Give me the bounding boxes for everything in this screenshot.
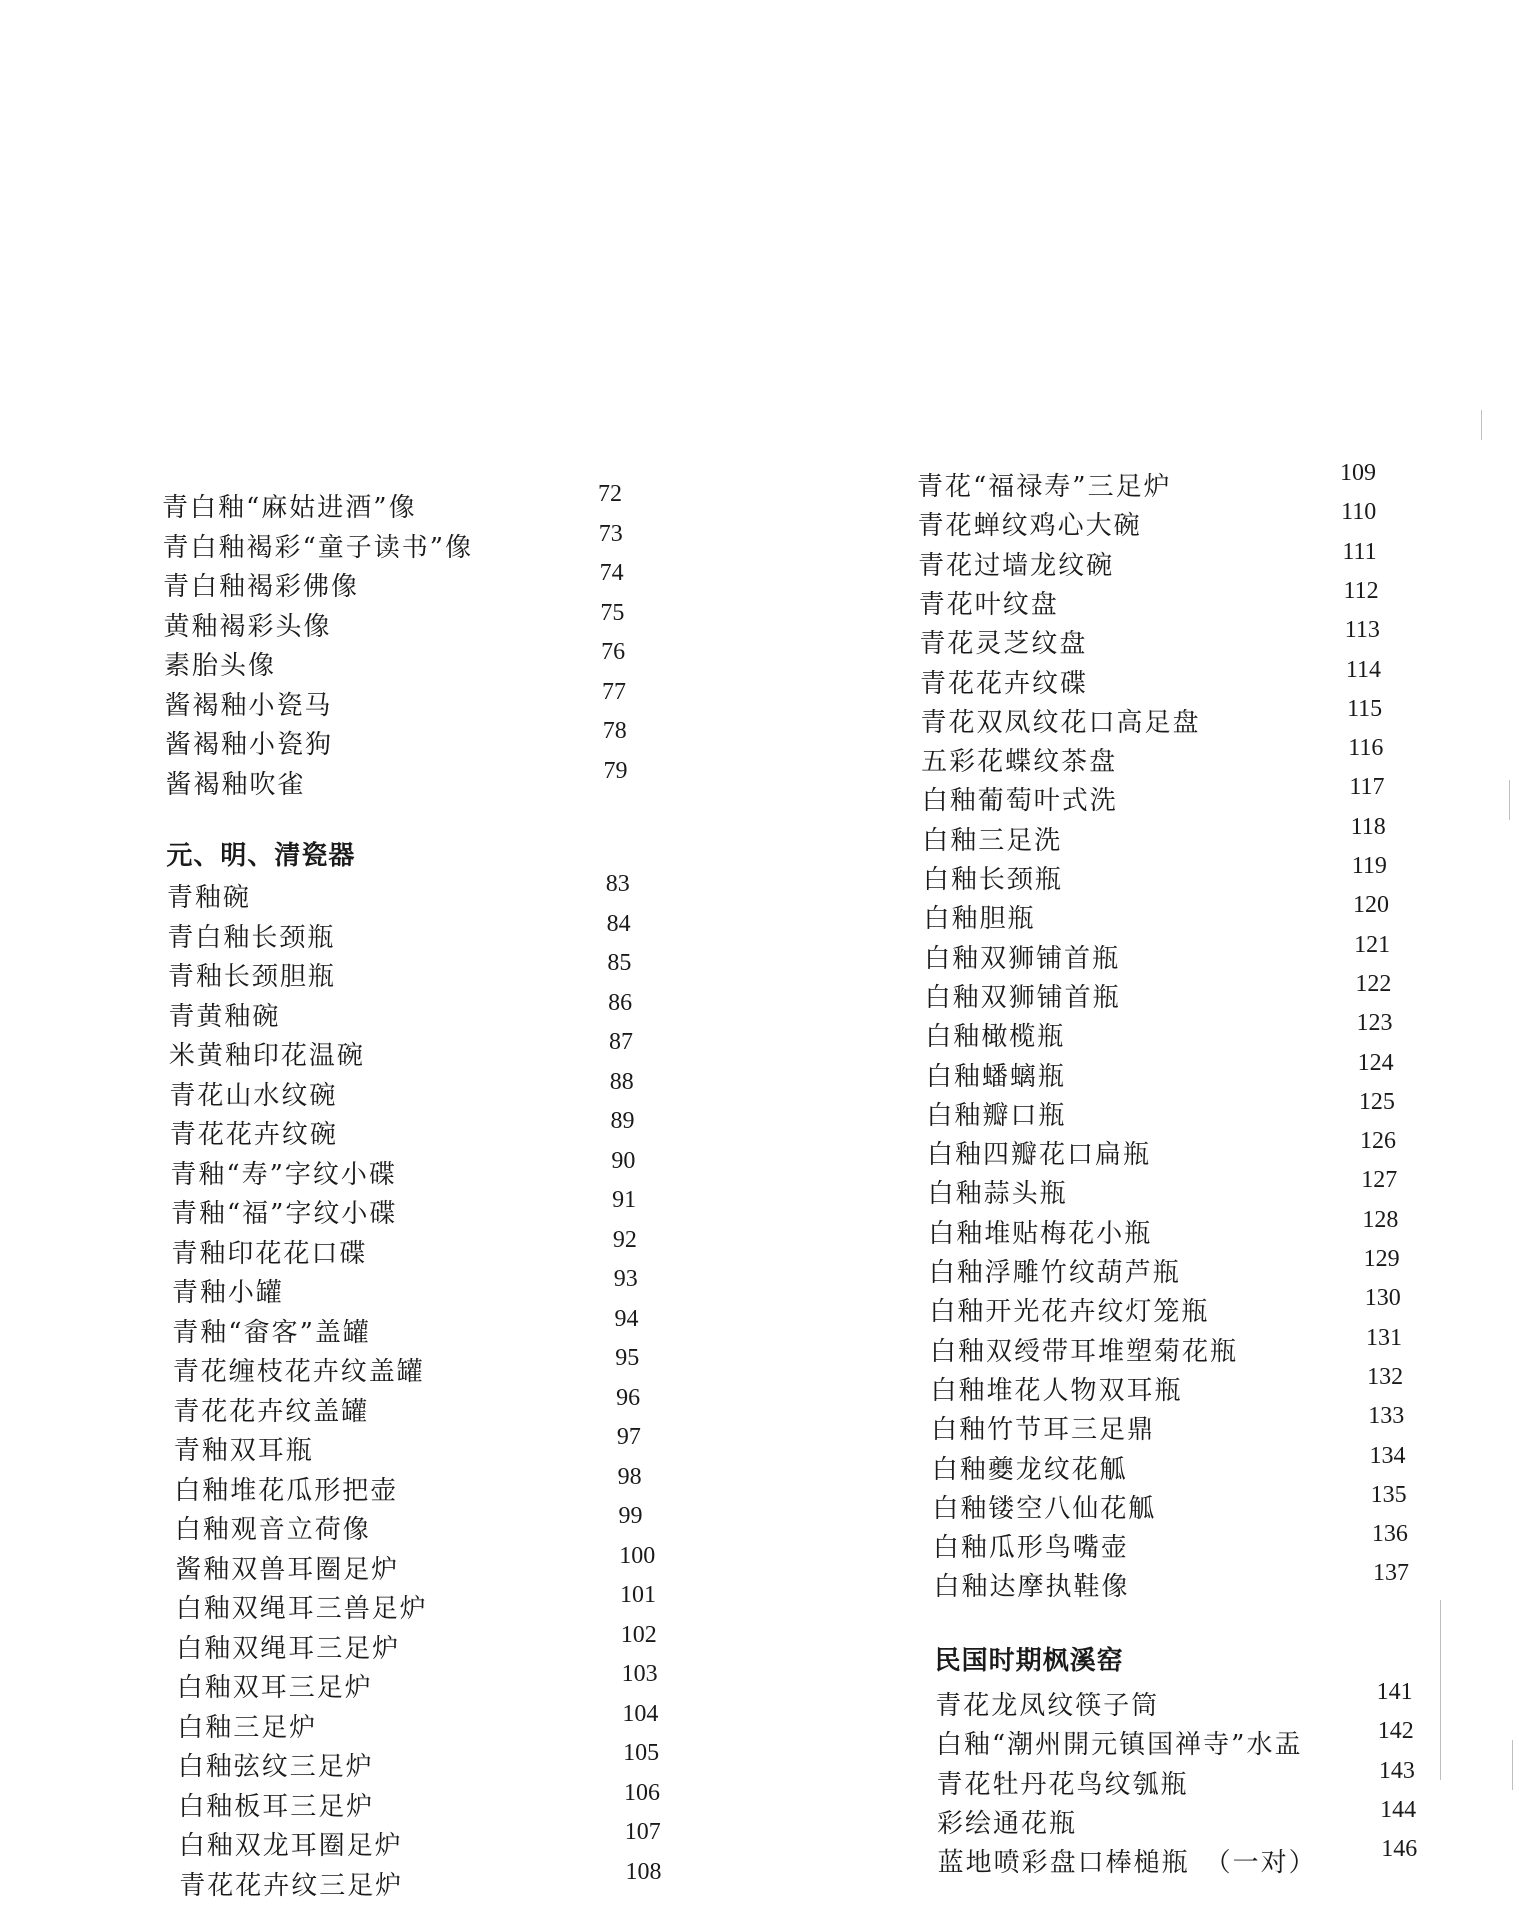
toc-entry-page-number: 132 xyxy=(1367,1363,1404,1390)
toc-entry-page-number: 102 xyxy=(620,1621,657,1648)
toc-entry-page-number: 124 xyxy=(1357,1049,1394,1076)
toc-entry-title: 青花双凤纹花口高足盘 xyxy=(920,707,1201,738)
toc-entry-title: 白釉橄榄瓶 xyxy=(925,1022,1066,1053)
toc-entry-title: 青花灵芝纹盘 xyxy=(919,629,1088,660)
toc-entry-page-number: 99 xyxy=(618,1503,643,1529)
toc-entry-title: 黄釉褐彩头像 xyxy=(163,611,332,642)
toc-entry-title: 青花花卉纹碗 xyxy=(169,1120,338,1150)
toc-entry-page-number: 119 xyxy=(1351,853,1387,879)
toc-entry-title: 酱釉双兽耳圈足炉 xyxy=(175,1554,400,1585)
toc-entry-page-number: 113 xyxy=(1344,617,1380,644)
toc-entry-title: 青釉碗 xyxy=(166,883,251,913)
toc-entry-title: 白釉堆花瓜形把壶 xyxy=(174,1475,399,1506)
toc-entry-page-number: 134 xyxy=(1369,1442,1406,1469)
toc-entry-page-number: 75 xyxy=(600,599,625,626)
toc-entry-page-number: 76 xyxy=(601,639,626,665)
toc-entry-title: 酱褐釉小瓷狗 xyxy=(164,730,333,760)
toc-entry-page-number: 74 xyxy=(599,560,624,586)
toc-entry-page-number: 135 xyxy=(1370,1481,1407,1508)
toc-entry-page-number: 88 xyxy=(609,1068,634,1095)
toc-entry-title: 素胎头像 xyxy=(163,651,276,681)
toc-entry-page-number: 110 xyxy=(1341,499,1377,526)
toc-entry-title: 白釉双狮铺首瓶 xyxy=(924,982,1121,1013)
toc-entry-title: 青白釉“麻姑进酒”像 xyxy=(162,493,417,523)
toc-entry-title: 青花花卉纹盖罐 xyxy=(173,1396,370,1427)
toc-entry-title: 白釉三足洗 xyxy=(922,825,1063,856)
toc-entry-title: 青花花卉纹三足炉 xyxy=(179,1870,404,1901)
toc-entry-page-number: 79 xyxy=(603,757,628,784)
toc-entry-page-number: 83 xyxy=(605,871,630,897)
toc-entry-title: 白釉胆瓶 xyxy=(923,904,1036,935)
toc-entry-page-number: 142 xyxy=(1377,1718,1414,1745)
toc-entry-title: 白釉蒜头瓶 xyxy=(927,1179,1068,1210)
toc-entry-title: 白釉“潮州開元镇国禅寺”水盂 xyxy=(935,1730,1303,1761)
toc-entry-title: 白釉三足炉 xyxy=(177,1712,318,1743)
scan-speck xyxy=(1512,1740,1513,1790)
toc-entry-title: 青花龙凤纹筷子筒 xyxy=(935,1691,1160,1721)
toc-entry-title: 青花过墙龙纹碗 xyxy=(918,550,1115,581)
toc-entry-title: 青花“福禄寿”三足炉 xyxy=(917,472,1172,502)
scan-speck xyxy=(1481,410,1482,440)
toc-entry-page-number: 112 xyxy=(1343,577,1379,604)
toc-entry-page-number: 130 xyxy=(1364,1285,1401,1312)
toc-entry-title: 白釉蟠螭瓶 xyxy=(925,1061,1066,1092)
toc-entry-title: 白釉堆贴梅花小瓶 xyxy=(928,1218,1153,1249)
toc-entry-title: 白釉观音立荷像 xyxy=(174,1515,371,1545)
toc-entry-page-number: 126 xyxy=(1360,1128,1397,1155)
toc-entry-page-number: 109 xyxy=(1340,460,1376,486)
toc-entry-page-number: 91 xyxy=(612,1187,637,1213)
section-heading: 元、明、清瓷器 xyxy=(166,841,356,871)
toc-entry-page-number: 137 xyxy=(1373,1560,1409,1587)
toc-entry-title: 白釉长颈瓶 xyxy=(922,865,1063,895)
toc-entry-page-number: 90 xyxy=(611,1147,636,1174)
toc-entry-page-number: 117 xyxy=(1349,774,1385,801)
toc-entry-page-number: 141 xyxy=(1376,1679,1413,1705)
toc-entry-title: 青釉“寿”字纹小碟 xyxy=(170,1159,397,1190)
toc-entry-title: 酱褐釉吹雀 xyxy=(165,769,306,800)
toc-entry-page-number: 78 xyxy=(602,718,627,744)
toc-entry-title: 青花蝉纹鸡心大碗 xyxy=(917,511,1142,542)
toc-entry-page-number: 111 xyxy=(1342,538,1377,565)
toc-entry-title: 白釉双绳耳三足炉 xyxy=(176,1633,401,1664)
toc-entry-page-number: 144 xyxy=(1380,1796,1417,1823)
toc-entry-title: 青釉印花花口碟 xyxy=(171,1238,368,1269)
toc-entry-title: 白釉双耳三足炉 xyxy=(176,1673,373,1703)
toc-entry-page-number: 85 xyxy=(607,950,632,976)
toc-entry-title: 白釉弦纹三足炉 xyxy=(177,1752,374,1782)
toc-entry-title: 彩绘通花瓶 xyxy=(937,1808,1078,1839)
section-heading: 民国时期枫溪窑 xyxy=(934,1646,1124,1676)
toc-entry-page-number: 95 xyxy=(615,1345,640,1371)
toc-entry-title: 青釉长颈胆瓶 xyxy=(167,962,336,992)
toc-entry-title: 青釉“福”字纹小碟 xyxy=(170,1199,398,1229)
toc-entry-title: 青白釉褐彩“童子读书”像 xyxy=(162,532,474,563)
toc-entry-page-number: 84 xyxy=(606,910,631,937)
toc-entry-title: 白釉达摩执鞋像 xyxy=(933,1572,1130,1603)
toc-entry-title: 青花山水纹碗 xyxy=(169,1080,338,1111)
toc-entry-page-number: 121 xyxy=(1354,931,1391,958)
toc-entry-title: 白釉板耳三足炉 xyxy=(178,1791,375,1822)
toc-entry-title: 五彩花蝶纹茶盘 xyxy=(921,747,1118,778)
toc-entry-title: 白釉堆花人物双耳瓶 xyxy=(930,1375,1183,1406)
toc-entry-page-number: 108 xyxy=(625,1858,662,1885)
toc-entry-page-number: 128 xyxy=(1362,1206,1399,1233)
toc-entry-title: 白釉双狮铺首瓶 xyxy=(924,943,1121,974)
toc-entry-page-number: 98 xyxy=(617,1463,642,1490)
toc-entry-title: 白釉竹节耳三足鼎 xyxy=(931,1415,1156,1446)
toc-entry-page-number: 116 xyxy=(1348,735,1384,762)
scan-speck xyxy=(1440,1600,1441,1780)
toc-entry-page-number: 106 xyxy=(623,1779,660,1806)
toc-entry-page-number: 86 xyxy=(608,989,633,1016)
toc-entry-title: 酱褐釉小瓷马 xyxy=(164,690,333,721)
toc-entry-page-number: 103 xyxy=(621,1661,658,1687)
toc-entry-page-number: 77 xyxy=(601,678,626,705)
toc-entry-title: 白釉瓜形鸟嘴壶 xyxy=(932,1533,1129,1564)
toc-entry-page-number: 100 xyxy=(619,1542,656,1569)
toc-entry-title: 青花叶纹盘 xyxy=(918,589,1059,620)
toc-entry-title: 青黄釉碗 xyxy=(168,1001,281,1032)
toc-entry-page-number: 123 xyxy=(1356,1010,1393,1037)
toc-entry-title: 白釉开光花卉纹灯笼瓶 xyxy=(929,1297,1210,1328)
toc-entry-title: 青白釉长颈瓶 xyxy=(167,922,336,953)
toc-entry-page-number: 96 xyxy=(616,1384,641,1411)
toc-entry-title: 米黄釉印花温碗 xyxy=(168,1041,365,1071)
toc-entry-title: 白釉瓣口瓶 xyxy=(926,1100,1067,1131)
toc-entry-page-number: 73 xyxy=(598,520,623,547)
toc-entry-title: 青花花卉纹碟 xyxy=(919,668,1088,699)
toc-entry-title: 青釉小罐 xyxy=(171,1278,284,1308)
toc-entry-title: 白釉镂空八仙花觚 xyxy=(932,1493,1157,1524)
toc-entry-title: 青釉双耳瓶 xyxy=(173,1436,314,1466)
toc-entry-title: 白釉葡萄叶式洗 xyxy=(921,786,1118,817)
toc-entry-page-number: 122 xyxy=(1355,970,1392,997)
toc-entry-page-number: 94 xyxy=(614,1305,639,1332)
toc-entry-page-number: 114 xyxy=(1345,656,1381,683)
toc-entry-page-number: 97 xyxy=(616,1424,641,1450)
toc-entry-title: 白釉浮雕竹纹葫芦瓶 xyxy=(928,1258,1181,1288)
toc-entry-page-number: 92 xyxy=(612,1226,637,1253)
toc-entry-page-number: 118 xyxy=(1350,813,1386,840)
toc-entry-page-number: 133 xyxy=(1368,1403,1405,1430)
toc-entry-page-number: 104 xyxy=(622,1700,659,1727)
toc-entry-page-number: 129 xyxy=(1363,1246,1400,1272)
toc-entry-page-number: 120 xyxy=(1352,892,1389,919)
toc-entry-page-number: 143 xyxy=(1378,1757,1415,1784)
toc-entry-page-number: 127 xyxy=(1361,1167,1398,1194)
toc-entry-page-number: 93 xyxy=(613,1266,638,1292)
toc-entry-page-number: 107 xyxy=(624,1819,661,1845)
toc-entry-title: 蓝地喷彩盘口棒槌瓶 （一对） xyxy=(937,1848,1317,1879)
toc-entry-page-number: 146 xyxy=(1381,1836,1418,1863)
toc-entry-page-number: 87 xyxy=(608,1029,633,1055)
toc-entry-page-number: 131 xyxy=(1365,1324,1402,1351)
toc-entry-title: 白釉双绶带耳堆塑菊花瓶 xyxy=(929,1336,1238,1367)
toc-entry-page-number: 89 xyxy=(610,1108,635,1134)
toc-entry-page-number: 101 xyxy=(620,1582,657,1608)
toc-entry-page-number: 115 xyxy=(1347,695,1383,722)
toc-entry-page-number: 105 xyxy=(623,1740,660,1766)
toc-entry-title: 白釉四瓣花口扁瓶 xyxy=(927,1140,1152,1171)
toc-entry-page-number: 72 xyxy=(598,481,622,507)
toc-entry-title: 白釉夔龙纹花觚 xyxy=(931,1454,1128,1485)
scan-speck xyxy=(1509,780,1510,820)
toc-entry-title: 青白釉褐彩佛像 xyxy=(162,572,359,602)
toc-entry-title: 青花缠枝花卉纹盖罐 xyxy=(172,1357,425,1387)
toc-entry-title: 青花牡丹花鸟纹瓠瓶 xyxy=(936,1769,1189,1800)
toc-entry-title: 白釉双绳耳三兽足炉 xyxy=(175,1594,428,1624)
toc-entry-title: 白釉双龙耳圈足炉 xyxy=(178,1831,403,1861)
toc-entry-page-number: 136 xyxy=(1371,1521,1408,1548)
toc-entry-title: 青釉“畲客”盖罐 xyxy=(172,1317,371,1348)
toc-entry-page-number: 125 xyxy=(1358,1088,1395,1115)
